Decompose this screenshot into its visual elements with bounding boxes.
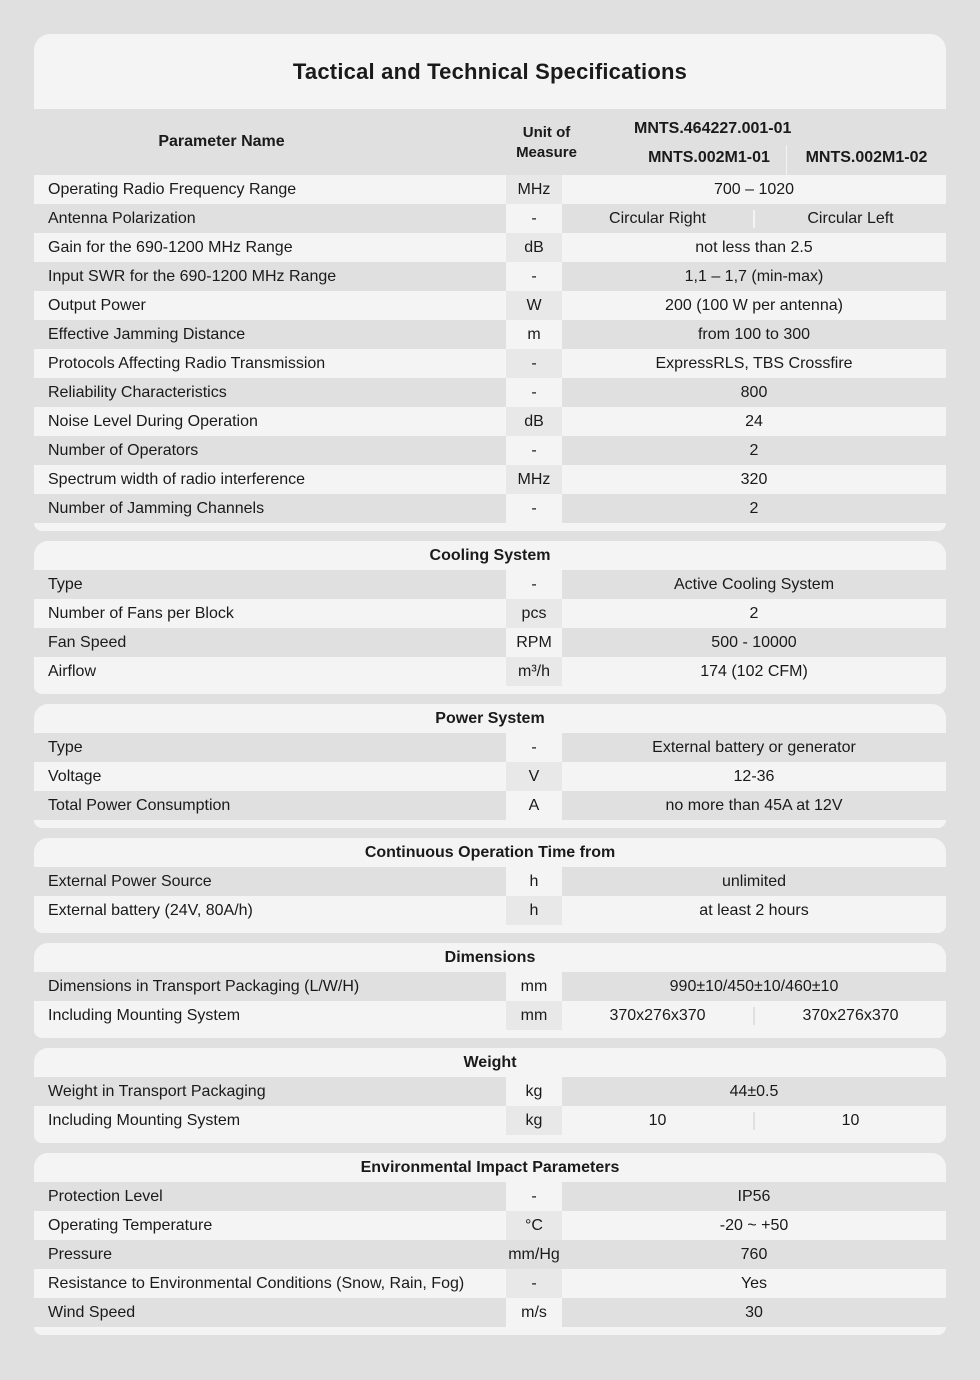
row-value: 990±10/450±10/460±10 [669,977,839,995]
table-row [34,349,946,378]
row-parameter-name: Pressure [48,1245,113,1263]
table-header [34,109,946,175]
row-unit: mm [506,1001,562,1030]
row-value: 760 [740,1245,768,1263]
row-value-model-1: 10 [562,1112,755,1130]
table-row [34,867,946,896]
header-model: MNTS.464227.001-01 [634,120,792,137]
row-value: 500 - 10000 [711,633,797,651]
row-unit: - [506,1269,562,1298]
row-unit: dB [506,233,562,262]
row-parameter-name: Spectrum width of radio interference [48,470,306,488]
row-unit: W [506,291,562,320]
table-row [34,262,946,291]
row-value-model-1: 370x276x370 [562,1007,755,1025]
row-value: Active Cooling System [673,575,835,593]
title-box [34,34,946,109]
table-row [34,762,946,791]
row-value: from 100 to 300 [697,325,811,343]
row-unit: - [506,1182,562,1211]
row-value-model-2: Circular Left [807,209,894,227]
row-unit: - [506,349,562,378]
row-parameter-name: Operating Radio Frequency Range [48,180,297,198]
spec-group [34,1048,946,1143]
row-unit: - [506,570,562,599]
row-parameter-name: Type [48,575,83,593]
row-split-values [562,1106,946,1135]
row-value: 2 [749,604,759,622]
row-value: IP56 [737,1187,771,1205]
spec-group [34,541,946,694]
row-value: 1,1 – 1,7 (min-max) [684,267,824,285]
row-unit: dB [506,407,562,436]
row-value: 700 – 1020 [713,180,795,198]
table-row [34,1269,946,1298]
spec-group [34,838,946,933]
group-footer [34,686,946,694]
row-value: 174 (102 CFM) [700,662,808,680]
table-row [34,628,946,657]
table-row [34,1240,946,1269]
row-parameter-name: External battery (24V, 80A/h) [48,901,253,919]
row-parameter-name: Resistance to Environmental Conditions (Snow, Rain, Fog) [48,1274,465,1292]
row-parameter-name: External Power Source [48,872,212,890]
table-row [34,1001,946,1030]
row-parameter-name: Output Power [48,296,146,314]
spec-group [34,704,946,828]
spec-group [34,943,946,1038]
row-value: 320 [740,470,768,488]
row-parameter-name: Reliability Characteristics [48,383,227,401]
table-row [34,657,946,686]
row-value: 800 [740,383,768,401]
group-footer [34,925,946,933]
header-divider [786,145,787,175]
row-unit: mm [506,972,562,1001]
row-unit: A [506,791,562,820]
row-value: -20 ~ +50 [719,1216,789,1234]
row-unit: - [506,204,562,233]
row-value: 12-36 [733,767,775,785]
table-row [34,320,946,349]
row-unit: m [506,320,562,349]
header-unit-line1: Unit of [522,124,571,141]
table-row [34,378,946,407]
group-footer [34,820,946,828]
group-title: Environmental Impact Parameters [34,1153,946,1182]
row-parameter-name: Number of Jamming Channels [48,499,265,517]
table-row [34,494,946,523]
row-unit: - [506,262,562,291]
row-value-model-2: 10 [841,1111,860,1129]
row-parameter-name: Weight in Transport Packaging [48,1082,266,1100]
page-title: Tactical and Technical Specifications [292,58,688,84]
header-model-1: MNTS.002M1-01 [648,149,770,166]
row-parameter-name: Noise Level During Operation [48,412,258,430]
group-footer [34,1327,946,1335]
table-row [34,896,946,925]
row-unit: h [506,896,562,925]
table-row [34,1077,946,1106]
header-parameter-name: Parameter Name [158,133,285,150]
table-row [34,1106,946,1135]
row-value: unlimited [721,872,787,890]
table-row [34,233,946,262]
table-row [34,972,946,1001]
row-parameter-name: Including Mounting System [48,1111,241,1129]
row-value: no more than 45A at 12V [665,796,843,814]
row-parameter-name: Total Power Consumption [48,796,231,814]
row-value: not less than 2.5 [695,238,813,256]
main-table-footer [34,523,946,531]
table-row [34,407,946,436]
row-parameter-name: Airflow [48,662,97,680]
row-unit: pcs [506,599,562,628]
row-value: ExpressRLS, TBS Crossfire [655,354,853,372]
row-value: 2 [749,499,759,517]
table-row [34,1182,946,1211]
row-unit: MHz [506,175,562,204]
row-value: 44±0.5 [729,1082,779,1100]
table-row [34,204,946,233]
row-unit: kg [506,1106,562,1135]
row-parameter-name: Fan Speed [48,633,127,651]
table-row [34,599,946,628]
row-parameter-name: Number of Fans per Block [48,604,234,622]
spec-sheet [34,34,946,1345]
header-model-2: MNTS.002M1-02 [805,149,928,166]
group-title: Cooling System [34,541,946,570]
row-parameter-name: Antenna Polarization [48,209,196,227]
spec-groups [34,541,946,1335]
row-parameter-name: Wind Speed [48,1303,136,1321]
row-unit: mm/Hg [508,1245,560,1263]
row-parameter-name: Input SWR for the 690-1200 MHz Range [48,267,337,285]
row-unit: V [506,762,562,791]
row-parameter-name: Protection Level [48,1187,163,1205]
row-split-values [562,1001,946,1030]
table-row [34,436,946,465]
row-parameter-name: Dimensions in Transport Packaging (L/W/H) [48,977,360,995]
row-parameter-name: Type [48,738,83,756]
row-unit: - [506,436,562,465]
group-title: Dimensions [34,943,946,972]
table-row [34,1211,946,1240]
spec-group [34,1153,946,1335]
row-unit: kg [506,1077,562,1106]
row-value: 24 [745,412,763,430]
row-parameter-name: Effective Jamming Distance [48,325,246,343]
row-unit: m/s [506,1298,562,1327]
group-title: Continuous Operation Time from [34,838,946,867]
row-unit: - [506,494,562,523]
table-row [34,465,946,494]
row-value: 2 [749,441,759,459]
row-value: External battery or generator [652,738,856,756]
row-value-model-2: 370x276x370 [802,1006,899,1024]
row-unit: - [506,733,562,762]
header-unit [509,123,584,163]
row-value: Yes [740,1274,768,1292]
group-title: Power System [34,704,946,733]
row-value: 30 [745,1303,763,1321]
row-value: at least 2 hours [699,901,809,919]
row-parameter-name: Operating Temperature [48,1216,213,1234]
table-row [34,175,946,204]
row-unit: - [506,378,562,407]
row-unit: °C [506,1211,562,1240]
table-row [34,1298,946,1327]
row-parameter-name: Protocols Affecting Radio Transmission [48,354,326,372]
row-parameter-name: Gain for the 690-1200 MHz Range [48,238,293,256]
row-value-model-1: Circular Right [562,210,755,228]
row-unit: m³/h [506,657,562,686]
table-row [34,791,946,820]
header-unit-line2: Measure [516,144,577,161]
group-title: Weight [34,1048,946,1077]
row-parameter-name: Including Mounting System [48,1006,241,1024]
group-footer [34,1030,946,1038]
table-row [34,570,946,599]
row-unit: h [506,867,562,896]
row-value: 200 (100 W per antenna) [665,296,843,314]
row-split-values [562,204,946,233]
row-unit: MHz [506,465,562,494]
table-row [34,733,946,762]
main-table [34,175,946,523]
row-parameter-name: Number of Operators [48,441,199,459]
row-unit: RPM [506,628,562,657]
group-footer [34,1135,946,1143]
row-parameter-name: Voltage [48,767,102,785]
table-row [34,291,946,320]
